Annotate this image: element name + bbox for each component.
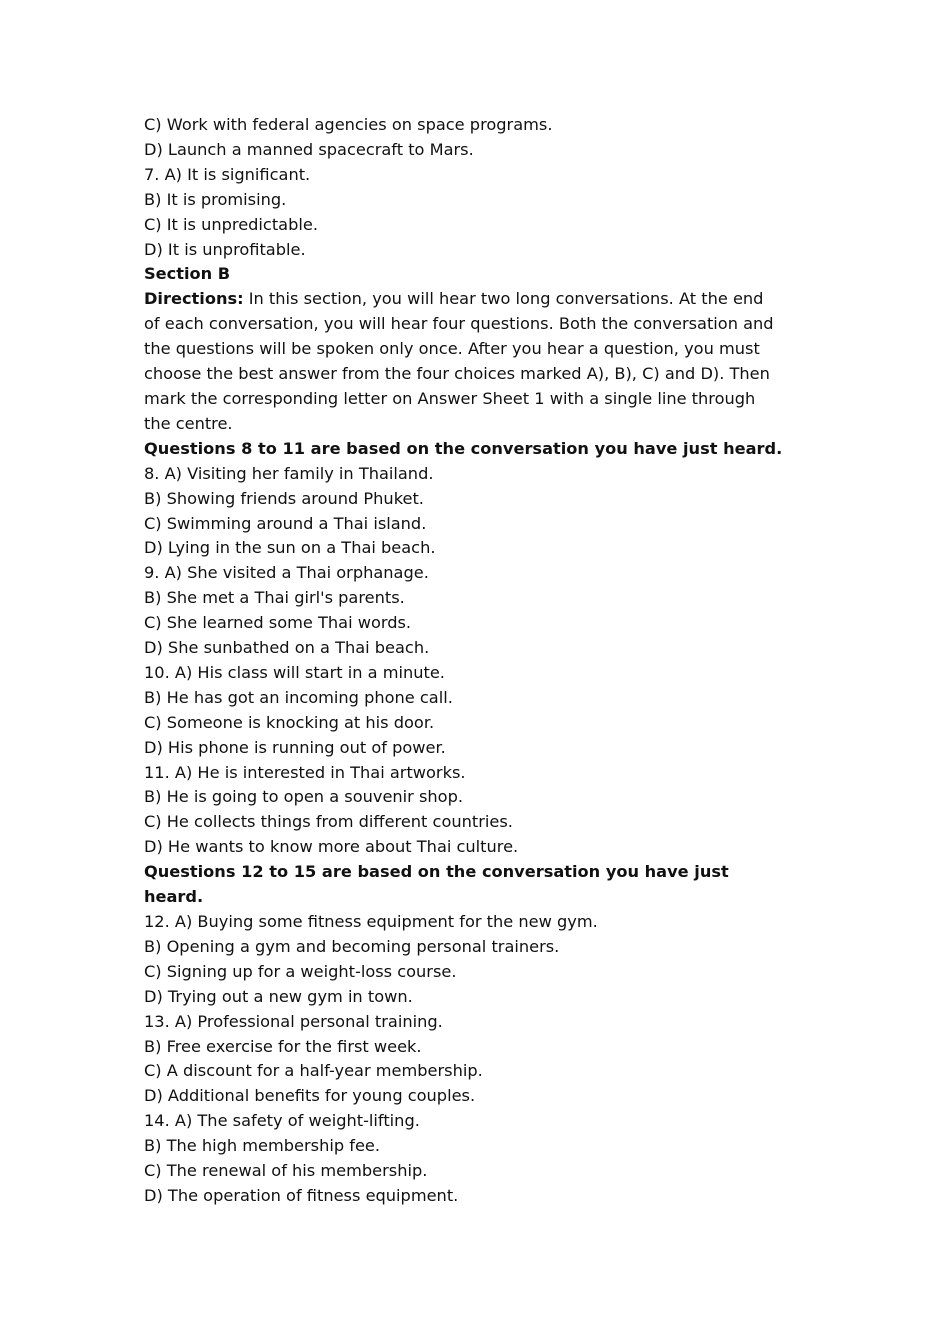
document-page (144, 113, 814, 1209)
option-line: D) His phone is running out of power. (144, 737, 446, 757)
question-group-heading: Questions 12 to 15 are based on the conversation you have just (144, 862, 729, 882)
option-line: C) The renewal of his membership. (144, 1161, 428, 1181)
option-line: D) Additional benefits for young couples. (144, 1086, 476, 1106)
option-line: 14. A) The safety of weight-lifting. (144, 1111, 420, 1131)
option-line: D) Lying in the sun on a Thai beach. (144, 538, 436, 558)
option-line: 11. A) He is interested in Thai artworks. (144, 762, 466, 782)
directions-text: the questions will be spoken only once. After you hear a question, you must (144, 339, 760, 359)
directions-text: mark the corresponding letter on Answer Sheet 1 with a single line through (144, 388, 756, 408)
option-line: C) Signing up for a weight-loss course. (144, 961, 457, 981)
directions-label: Directions: (144, 289, 244, 309)
option-line: B) Free exercise for the first week. (144, 1036, 422, 1056)
option-line: C) Work with federal agencies on space programs. (144, 115, 553, 134)
option-line: 12. A) Buying some fitness equipment for the new gym. (144, 912, 598, 931)
directions-paragraph (144, 287, 814, 436)
option-line: D) It is unprofitable. (144, 239, 306, 259)
option-line: C) He collects things from different countries. (144, 812, 513, 832)
option-line: C) She learned some Thai words. (144, 613, 412, 633)
directions-text: choose the best answer from the four choices marked A), B), C) and D). Then (144, 364, 770, 384)
option-line: 13. A) Professional personal training. (144, 1011, 443, 1031)
option-line: D) He wants to know more about Thai culture. (144, 837, 519, 857)
directions-text: of each conversation, you will hear four questions. Both the conversation and (144, 314, 774, 334)
option-line: D) Trying out a new gym in town. (144, 986, 413, 1006)
option-line: B) Opening a gym and becoming personal trainers. (144, 936, 560, 956)
directions-text: the centre. (144, 413, 233, 433)
option-line: 10. A) His class will start in a minute. (144, 662, 445, 682)
directions-text: In this section, you will hear two long conversations. At the end (243, 289, 764, 309)
option-line: D) She sunbathed on a Thai beach. (144, 638, 430, 658)
section-title: Section B (144, 264, 231, 284)
option-line: C) It is unpredictable. (144, 214, 318, 234)
option-line: B) It is promising. (144, 189, 287, 209)
option-line: C) Swimming around a Thai island. (144, 513, 427, 533)
option-line: B) She met a Thai girl's parents. (144, 588, 405, 608)
option-line: C) Someone is knocking at his door. (144, 712, 435, 732)
question-group-heading-cont: heard. (144, 887, 204, 907)
option-line: C) A discount for a half-year membership. (144, 1061, 483, 1081)
option-line: B) He has got an incoming phone call. (144, 687, 453, 707)
option-line: B) Showing friends around Phuket. (144, 488, 424, 508)
option-line: 8. A) Visiting her family in Thailand. (144, 463, 434, 483)
question-group-heading: Questions 8 to 11 are based on the conversation you have just heard. (144, 438, 783, 458)
option-line: 9. A) She visited a Thai orphanage. (144, 563, 429, 583)
option-line: 7. A) It is significant. (144, 164, 311, 184)
option-line: B) The high membership fee. (144, 1136, 381, 1156)
option-line: D) The operation of fitness equipment. (144, 1185, 459, 1205)
option-line: B) He is going to open a souvenir shop. (144, 787, 463, 807)
option-line: D) Launch a manned spacecraft to Mars. (144, 139, 474, 159)
